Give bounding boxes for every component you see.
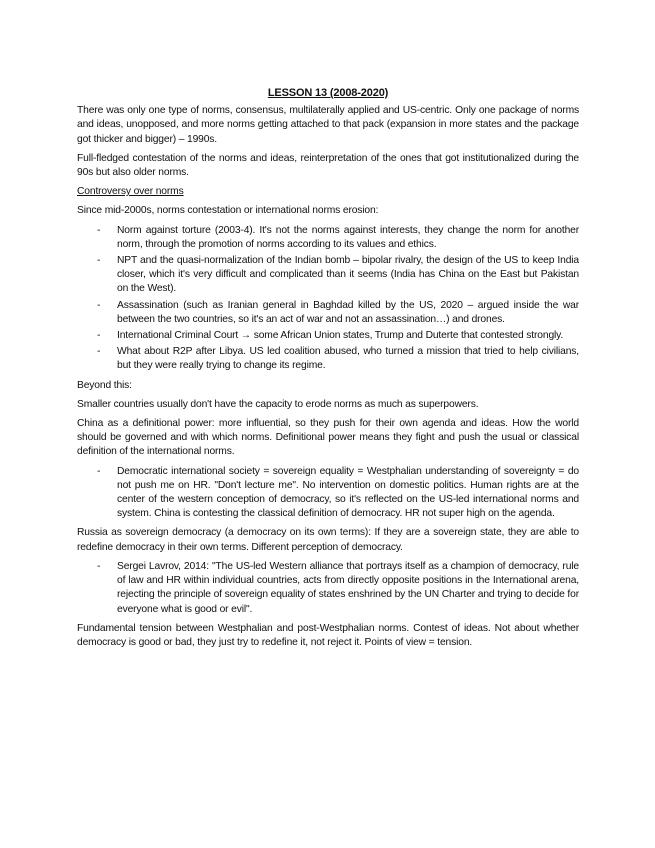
- russia-paragraph: Russia as sovereign democracy (a democracy on its own terms): If they are a sovereign state, they are able to redefine democracy in their own terms. Different perception of democracy.: [77, 527, 579, 553]
- list-item-text: International Criminal Court → some African Union states, Trump and Duterte that contested strongly.: [117, 330, 564, 342]
- lesson-title: LESSON 13 (2008-2020): [267, 87, 389, 99]
- dash-marker: -: [97, 255, 101, 267]
- controversy-list: [77, 224, 579, 374]
- russia-list: [77, 560, 579, 617]
- list-item: [77, 329, 579, 343]
- china-paragraph: China as a definitional power: more influential, so they push for their own agenda and ideas. How the world should be governed and with which norms. Definitional power means they fight and push the usual or classical definition of the international norms.: [77, 418, 579, 458]
- list-item-text: Democratic international society = sovereign equality = Westphalian understanding of sovereignty = do not push me on HR. "Don't lecture me". No intervention on domestic politics. Human rights are at the center of the western conception of democracy, so it's reflected on the US-led international norms and system. China is contesting the classical definition of democracy. HR not super high on the agenda.: [117, 465, 579, 520]
- dash-marker: -: [97, 560, 101, 572]
- list-item-text: Assassination (such as Iranian general in Baghdad killed by the US, 2020 – argued inside the war between the two countries, so it's an act of war and not an assassination…) and drones.: [117, 299, 579, 325]
- document-page: [77, 86, 579, 655]
- list-item-text: Sergei Lavrov, 2014: "The US-led Western alliance that portrays itself as a champion of democracy, rule of law and HR within individual countries, acts from directly opposite positions in the International arena, rejecting the principle of sovereign equality of states enshrined by the UN Charter and trying to decide for everyone what is good or evil".: [117, 560, 579, 615]
- dash-marker: -: [97, 346, 101, 358]
- list-item-text: Norm against torture (2003-4). It's not the norms against interests, they change the norm for another norm, through the promotion of norms according to its values and ethics.: [117, 224, 579, 250]
- dash-marker: -: [97, 330, 101, 342]
- list-item: [77, 224, 579, 252]
- dash-marker: -: [97, 224, 101, 236]
- dash-marker: -: [97, 465, 101, 477]
- list-item: [77, 254, 579, 297]
- dash-marker: -: [97, 299, 101, 311]
- closing-paragraph: Fundamental tension between Westphalian and post-Westphalian norms. Contest of ideas. Not about whether democracy is good or bad, they just try to redefine it, not reject it. Points of view = tension.: [77, 622, 579, 648]
- list-item-text: What about R2P after Libya. US led coalition abused, who turned a mission that tried to help civilians, but they were really trying to change its regime.: [117, 346, 579, 372]
- list-item: [77, 299, 579, 327]
- list-item: [77, 560, 579, 617]
- list-item: [77, 465, 579, 522]
- intro-paragraph-1: There was only one type of norms, consensus, multilaterally applied and US-centric. Only one package of norms and ideas, unopposed, and more norms getting attached to that pack (expansion in more states and the package got thicker and bigger) – 1990s.: [77, 105, 579, 145]
- china-list: [77, 465, 579, 522]
- beyond-heading: Beyond this:: [77, 379, 132, 391]
- smaller-countries-paragraph: Smaller countries usually don't have the capacity to erode norms as much as superpowers.: [77, 398, 479, 410]
- section-heading-controversy: Controversy over norms: [77, 186, 184, 198]
- intro-paragraph-2: Full-fledged contestation of the norms and ideas, reinterpretation of the ones that got institutionalized during the 90s but also older norms.: [77, 152, 579, 179]
- section-intro: Since mid-2000s, norms contestation or international norms erosion:: [77, 205, 379, 217]
- list-item: [77, 345, 579, 373]
- list-item-text: NPT and the quasi-normalization of the Indian bomb – bipolar rivalry, the design of the US to keep India closer, which it's very difficult and complicated than it seems (India has China on the East but Pakistan on the West).: [117, 255, 579, 295]
